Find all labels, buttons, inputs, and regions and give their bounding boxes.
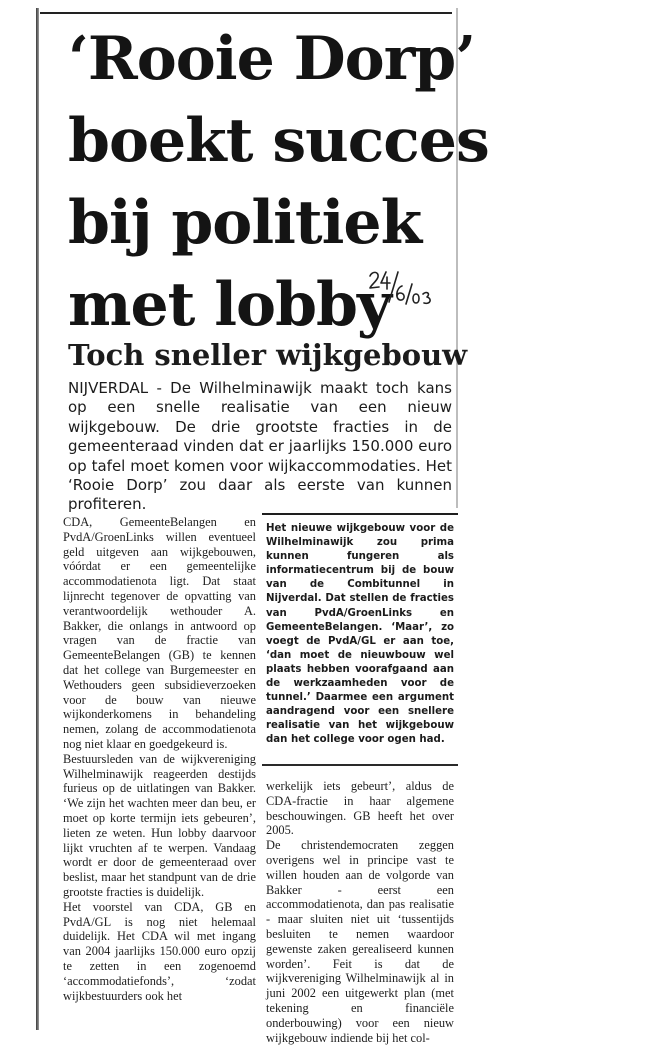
scan-edge-left — [36, 8, 39, 1030]
lead-paragraph: NIJVERDAL - De Wilhelminawijk maakt toch kans op een snelle realisatie van een nieuw wijkgebouw. De drie grootste fracties in de gemeenteraad vinden dat er jaarlijks 150.000 euro op tafel moet komen voor wijkaccommodaties. Het ‘Rooie Dorp’ zou daar als eerste van kunnen profiteren. — [68, 379, 452, 514]
top-rule — [40, 12, 452, 14]
body-paragraph: Het voorstel van CDA, GB en PvdA/GL is nog niet helemaal duidelijk. Het CDA wil met ingang van 2004 jaarlijks 150.000 euro opzij te zetten in een zogenoemd ‘accommodatiefonds’, ‘zodat wijkbestuurders ook het — [63, 899, 256, 1003]
handwritten-date-note — [366, 268, 436, 314]
subheadline: Toch sneller wijkgebouw — [68, 338, 468, 372]
handwritten-date-glyphs — [366, 268, 436, 314]
headline-line-3: bij politiek — [68, 188, 422, 258]
headline-line-2: boekt succes — [68, 106, 489, 176]
highlight-box-text: Het nieuwe wijkgebouw voor de Wilhelminawijk zou prima kunnen fungeren als informatiecentrum bij de bouw van de Combitunnel in Nijverdal. Dat stellen de fracties van PvdA/GroenLinks en GemeenteBelangen. ‘Maar’, zo voegt de PvdA/GL er aan toe, ‘dan moet de nieuwbouw wel plaats hebben voorafgaand aan de werkzaamheden voor de tunnel.’ Daarmee een argument aandragend voor een snellere realisatie van het wijkgebouw dan het college voor ogen had. — [266, 523, 454, 746]
body-column-right — [266, 779, 454, 1045]
highlight-box-bottom-rule — [262, 764, 458, 766]
body-paragraph: De christendemocraten zeggen overigens wel in principe vast te willen houden aan de volgorde van Bakker - eerst een accommodatienota, dan pas realisatie - maar sluiten niet uit ‘tussentijds besluiten te nemen waardoor gewenste zaken gerealiseerd kunnen worden’. Feit is dat de wijkvereniging Wilhelminawijk al in juni 2002 een uitgewerkt plan (met tekening en financiële onderbouwing) voor een nieuw wijkgebouw indiende bij het col- — [266, 838, 454, 1045]
body-column-left — [63, 515, 256, 1003]
headline-line-1: ‘Rooie Dorp’ — [68, 24, 476, 94]
body-paragraph: werkelijk iets gebeurt’, aldus de CDA-fractie in haar algemene beschouwingen. GB heeft het over 2005. — [266, 779, 454, 838]
body-paragraph: CDA, GemeenteBelangen en PvdA/GroenLinks willen eventueel geld uitgeven aan wijkgebouwen, vóórdat er een gemeentelijke accommodatienota ligt. Dat staat lijnrecht tegenover de opvatting van verantwoordelijk wethouder A. Bakker, die onlangs in antwoord op vragen van de fractie van GemeenteBelangen (GB) te kennen dat het college van Burgemeester en Wethouders geen subsidieverzoeken voor de bouw van nieuwe wijkonderkomens in behandeling nemen, zolang de accommodatienota nog niet klaar en goedgekeurd is. — [63, 515, 256, 751]
body-paragraph: Bestuursleden van de wijkvereniging Wilhelminawijk reageerden destijds furieus op de uitlatingen van Bakker. ‘We zijn het wachten meer dan beu, er moet op korte termijn iets gebeuren’, lieten ze weten. Hun lobby daarvoor lijkt vruchten af te werpen. Vandaag wordt er door de gemeenteraad over beslist, maar het standpunt van de drie grootste fracties is duidelijk. — [63, 751, 256, 899]
headline-line-4: met lobby — [68, 270, 391, 340]
